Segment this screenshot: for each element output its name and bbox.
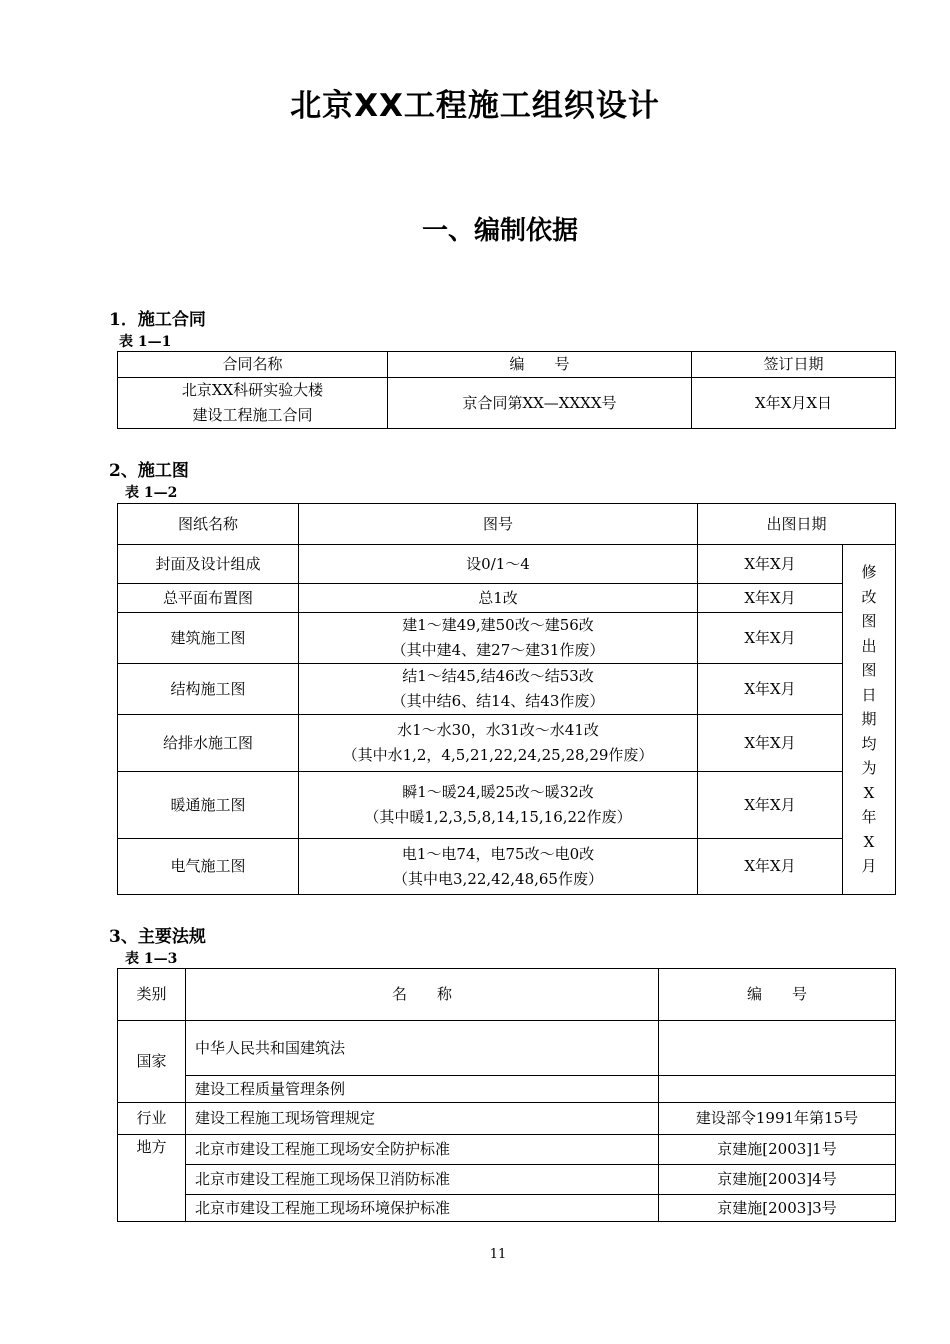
- drawing-number: [299, 839, 698, 895]
- drawing-date: X年X月: [698, 715, 843, 772]
- regulation-code: 京建施[2003]4号: [659, 1165, 896, 1195]
- column-header: 签订日期: [692, 352, 896, 378]
- regulations-table: [117, 968, 896, 1222]
- revision-date-note: [843, 545, 896, 895]
- note-char: 日: [861, 685, 877, 704]
- drawing-name: 总平面布置图: [118, 584, 299, 613]
- drawing-name: 暖通施工图: [118, 772, 299, 839]
- note-char: X: [863, 832, 875, 851]
- category-local: 地方: [118, 1135, 186, 1222]
- note-char: 修: [861, 563, 877, 582]
- column-header: 名 称: [186, 969, 659, 1021]
- column-header: 编 号: [388, 352, 692, 378]
- drawing-number-line: 瞬1～暖24,暖25改～暖32改: [402, 783, 594, 801]
- page-number: 11: [489, 1247, 507, 1262]
- drawing-name: 封面及设计组成: [118, 545, 299, 584]
- drawing-number: 总1改: [299, 584, 698, 613]
- drawing-date: X年X月: [698, 772, 843, 839]
- regulation-code: 建设部令1991年第15号: [659, 1103, 896, 1135]
- column-header: 编 号: [659, 969, 896, 1021]
- regulation-name: 中华人民共和国建筑法: [186, 1021, 659, 1076]
- column-header: 合同名称: [118, 352, 388, 378]
- drawing-name: 电气施工图: [118, 839, 299, 895]
- contract-name-line: 建设工程施工合同: [192, 406, 313, 424]
- section-heading-regulations: 3、主要法规: [109, 927, 206, 947]
- contract-table: [117, 351, 896, 429]
- category-national: 国家: [118, 1021, 186, 1103]
- drawing-number: [299, 613, 698, 664]
- drawing-number-note: （其中暖1,2,3,5,8,14,15,16,22作废）: [364, 808, 632, 826]
- note-char: 为: [861, 759, 877, 778]
- regulation-name: 建设工程质量管理条例: [186, 1076, 659, 1103]
- note-char: 出: [861, 636, 877, 655]
- contract-number-cell: 京合同第XX—XXXX号: [388, 378, 692, 429]
- drawing-name: 给排水施工图: [118, 715, 299, 772]
- note-char: 改: [861, 587, 877, 606]
- note-char: 图: [861, 661, 877, 680]
- table-caption-2: 表 1—2: [125, 485, 178, 501]
- document-title: 北京XX工程施工组织设计: [290, 88, 660, 124]
- contract-name-line: 北京XX科研实验大楼: [181, 381, 324, 399]
- drawing-name: 建筑施工图: [118, 613, 299, 664]
- drawing-number-line: 电1～电74，电75改～电0改: [401, 844, 595, 863]
- section-heading-contract: 1．施工合同: [109, 310, 206, 330]
- drawing-number-line: 建1～建49,建50改～建56改: [402, 616, 594, 634]
- note-char: 年: [861, 808, 877, 827]
- contract-date-cell: X年X月X日: [692, 378, 896, 429]
- note-char: 月: [861, 857, 877, 876]
- drawing-date: X年X月: [698, 545, 843, 584]
- drawing-number-note: （其中电3,22,42,48,65作废）: [393, 869, 603, 888]
- note-char: X: [863, 783, 875, 802]
- regulation-name: 北京市建设工程施工现场安全防护标准: [186, 1135, 659, 1165]
- drawing-date: X年X月: [698, 613, 843, 664]
- table-caption-3: 表 1—3: [125, 951, 178, 967]
- regulation-name: 建设工程施工现场管理规定: [186, 1103, 659, 1135]
- drawing-date: X年X月: [698, 839, 843, 895]
- drawing-number: [299, 715, 698, 772]
- regulation-code: 京建施[2003]3号: [659, 1195, 896, 1222]
- drawing-number-line: 水1～水30，水31改～水41改: [397, 721, 599, 739]
- contract-name-cell: [118, 378, 388, 429]
- note-char: 图: [861, 612, 877, 631]
- drawing-number: 设0/1～4: [299, 545, 698, 584]
- table-caption-1: 表 1—1: [119, 334, 172, 350]
- column-header: 图号: [299, 504, 698, 545]
- regulation-code: [659, 1076, 896, 1103]
- drawing-number-note: （其中建4、建27～建31作废）: [391, 641, 605, 659]
- note-char: 均: [861, 734, 877, 753]
- regulation-code: 京建施[2003]1号: [659, 1135, 896, 1165]
- drawing-number: [299, 772, 698, 839]
- drawings-table: [117, 503, 896, 895]
- section-heading-drawings: 2、施工图: [109, 461, 189, 481]
- category-industry: 行业: [118, 1103, 186, 1135]
- chapter-heading: 一、编制依据: [421, 216, 578, 246]
- column-header: 类别: [118, 969, 186, 1021]
- drawing-name: 结构施工图: [118, 664, 299, 715]
- drawing-number: [299, 664, 698, 715]
- drawing-number-note: （其中结6、结14、结43作废）: [391, 692, 605, 710]
- drawing-date: X年X月: [698, 664, 843, 715]
- regulation-code: [659, 1021, 896, 1076]
- regulation-name: 北京市建设工程施工现场环境保护标准: [186, 1195, 659, 1222]
- drawing-number-line: 结1～结45,结46改～结53改: [402, 667, 594, 685]
- drawing-date: X年X月: [698, 584, 843, 613]
- column-header: 出图日期: [698, 504, 896, 545]
- note-char: 期: [861, 710, 877, 729]
- regulation-name: 北京市建设工程施工现场保卫消防标准: [186, 1165, 659, 1195]
- drawing-number-note: （其中水1,2，4,5,21,22,24,25,28,29作废）: [342, 746, 654, 764]
- column-header: 图纸名称: [118, 504, 299, 545]
